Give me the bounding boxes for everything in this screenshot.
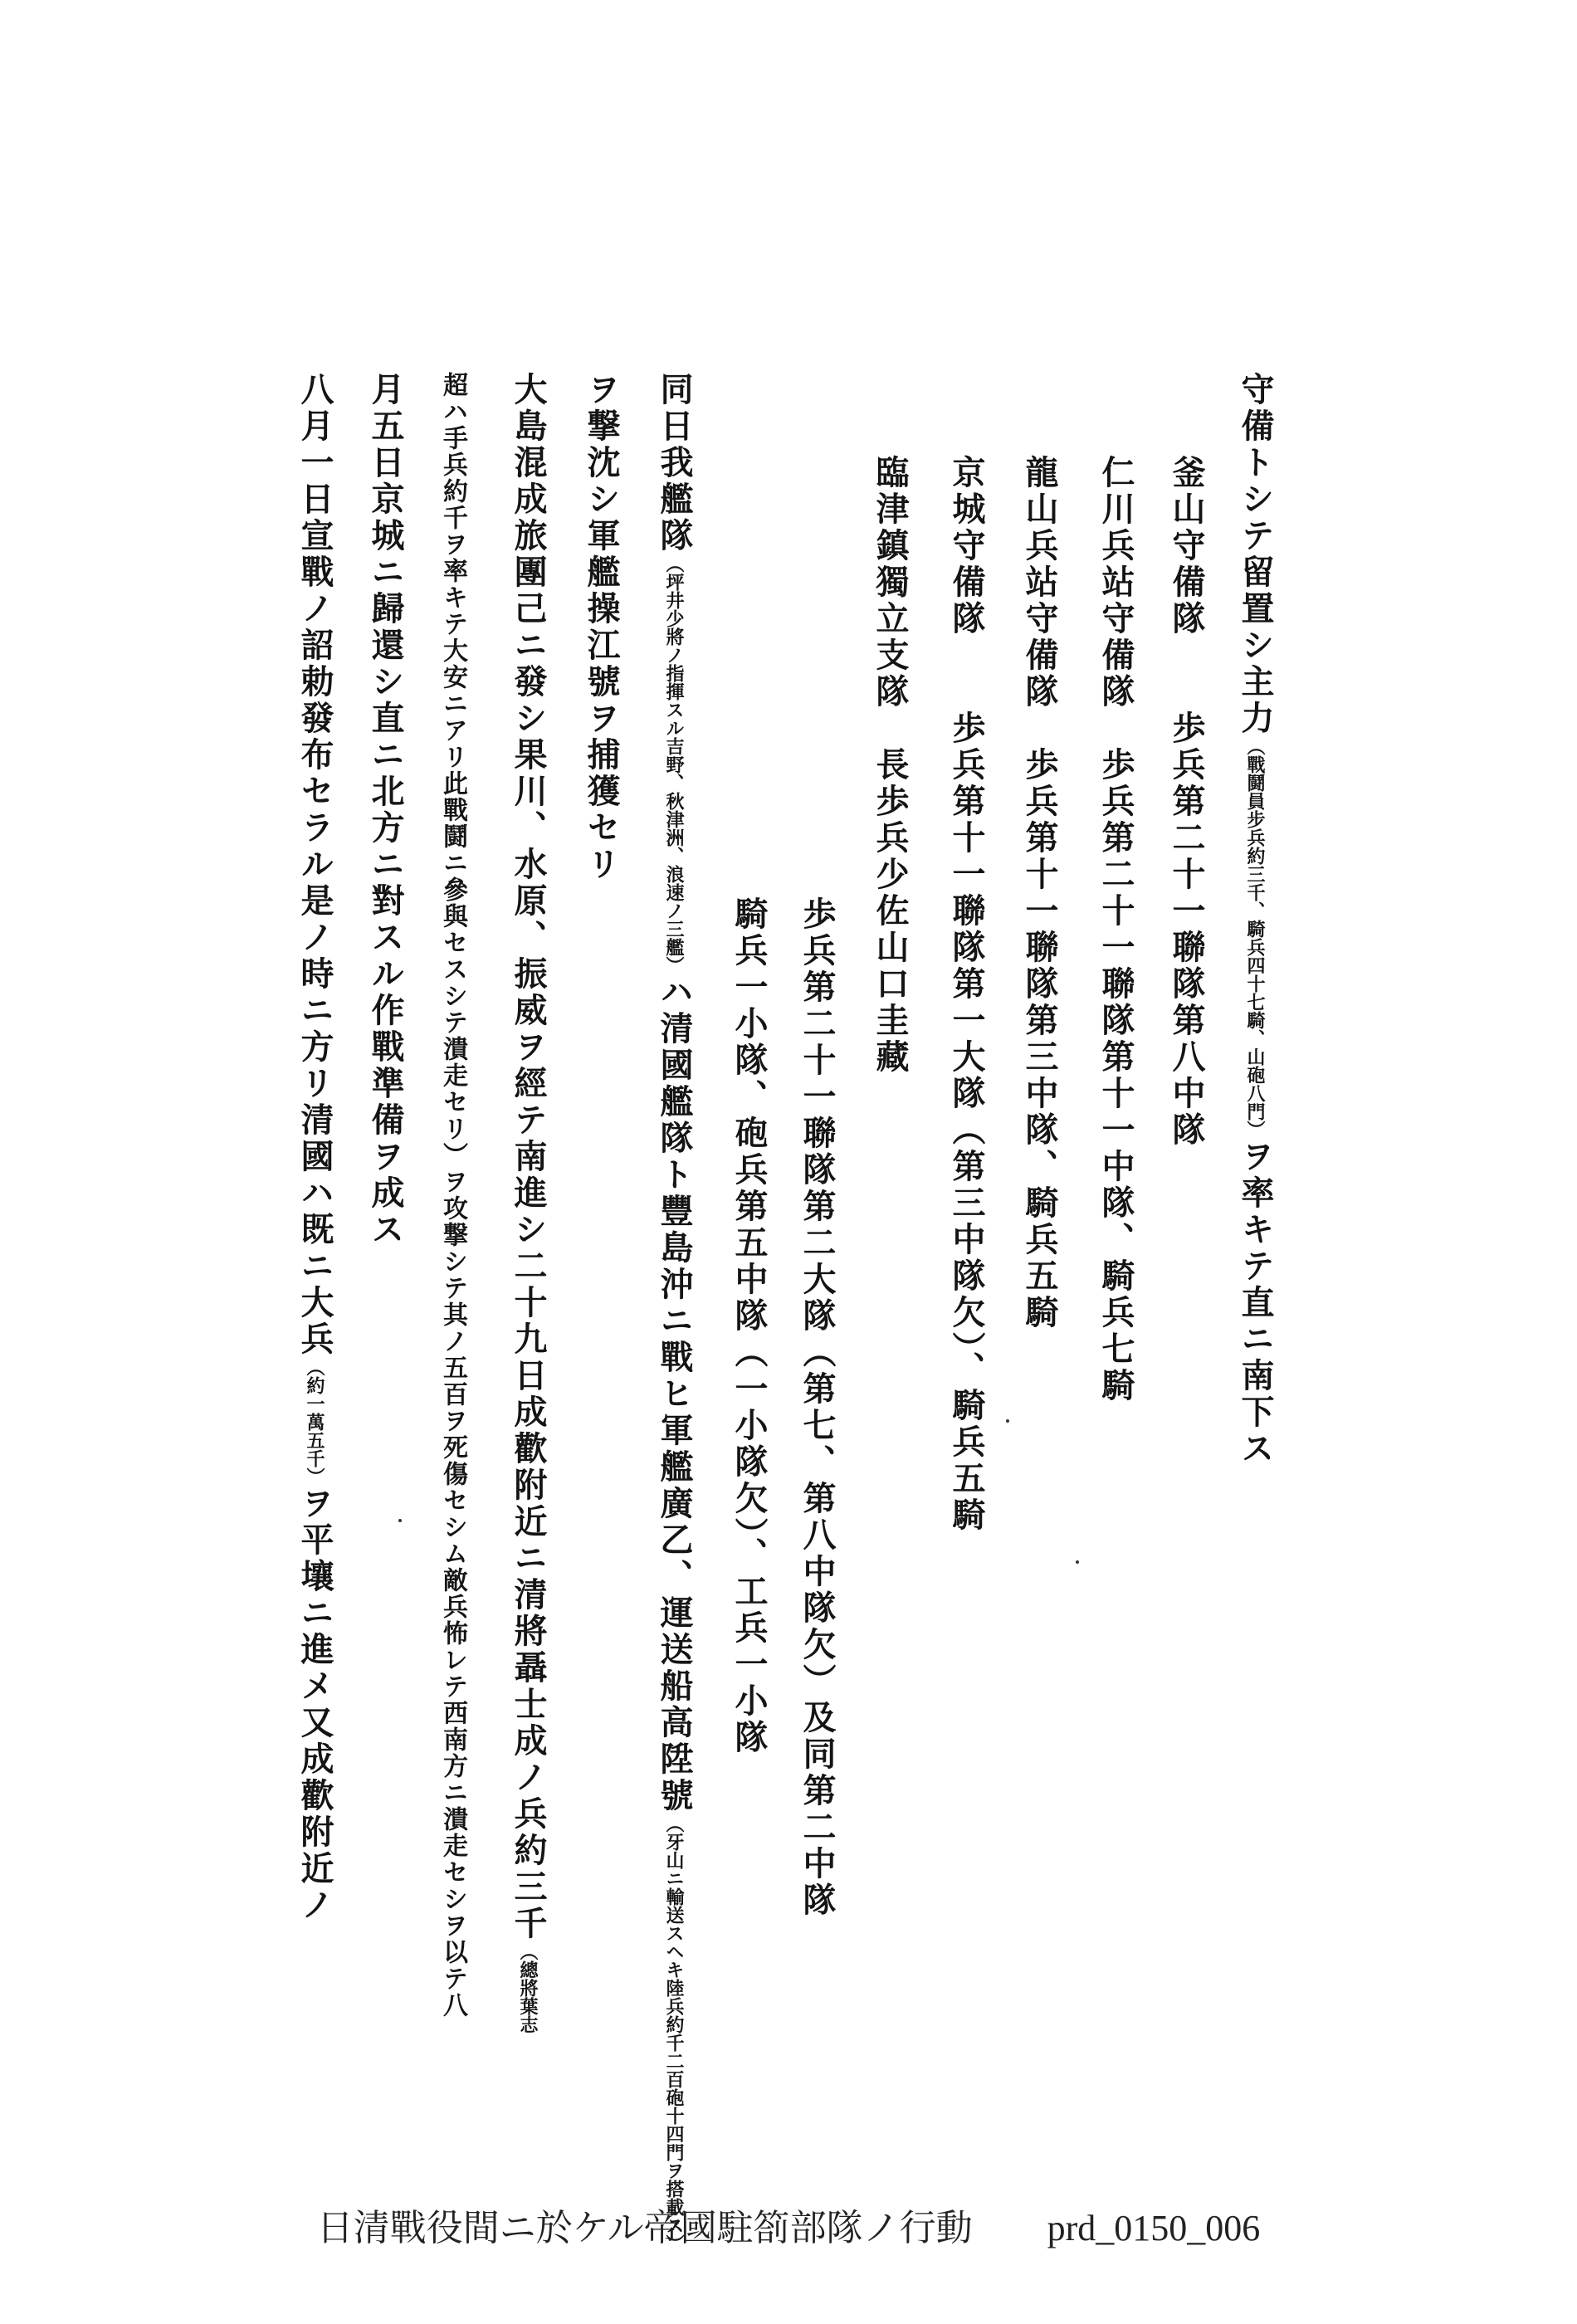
text-column-4 bbox=[1019, 455, 1059, 1331]
footer-title: 日清戰役間ニ於ケル帝國駐箚部隊ノ行動 bbox=[316, 2207, 973, 2249]
text-column-8 bbox=[729, 896, 769, 1756]
column-13-text: 月五日京城ニ歸還シ直ニ北方ニ對スル作戰準備ヲ成ス bbox=[366, 372, 405, 1248]
scan-speck bbox=[1006, 1419, 1009, 1423]
column-9-rest: ハ清國艦隊ト豐島沖ニ戰ヒ軍艦廣乙、運送船高陞號 bbox=[655, 974, 694, 1814]
text-column-11 bbox=[508, 372, 548, 2034]
column-14-rest: ヲ平壤ニ進メ又成歡附近ノ bbox=[295, 1486, 334, 1924]
column-10-text: ヲ撃沈シ軍艦操江號ヲ捕獲セリ bbox=[582, 372, 621, 883]
text-column-2 bbox=[1166, 455, 1206, 1149]
scan-speck bbox=[398, 1519, 402, 1522]
text-column-9 bbox=[654, 372, 694, 2253]
column-2-text: 釜山守備隊 歩兵第二十一聯隊第八中隊 bbox=[1167, 455, 1206, 1149]
text-column-5 bbox=[946, 455, 986, 1534]
column-7-text: 歩兵第二十一聯隊第二大隊（第七、第八中隊欠）及同第二中隊 bbox=[798, 896, 837, 1919]
text-column-14 bbox=[295, 372, 334, 1924]
column-5-text: 京城守備隊 歩兵第十一聯隊第一大隊（第三中隊欠）、騎兵五騎 bbox=[947, 455, 986, 1534]
text-column-12 bbox=[438, 372, 466, 2019]
column-8-text: 騎兵一小隊、砲兵第五中隊（一小隊欠）、工兵一小隊 bbox=[730, 896, 769, 1756]
text-column-6 bbox=[870, 455, 910, 1076]
text-column-7 bbox=[797, 896, 837, 1919]
text-column-13 bbox=[365, 372, 405, 1248]
column-11-text: 大島混成旅團己ニ發シ果川、水原、振威ヲ經テ南進シ二十九日成歡附近ニ清將聶士成ノ兵約三千 bbox=[509, 372, 548, 1942]
column-12-text: 超ハ手兵約千ヲ率キテ大安ニアリ此戰鬪ニ參與セスシテ潰走セリ）ヲ攻撃シテ其ノ五百ヲ死傷セシム敵兵怖レテ西南方ニ潰走セシヲ以テ八 bbox=[438, 372, 467, 2019]
column-6-text: 臨津鎮獨立支隊 長歩兵少佐山口圭藏 bbox=[871, 455, 910, 1076]
text-column-3 bbox=[1096, 455, 1135, 1404]
column-9-note2: （牙山ニ輸送スヘキ陸兵約千二百砲十四門ヲ搭載ス） bbox=[663, 1814, 685, 2253]
column-1-text: 守備トシテ留置シ主力 bbox=[1236, 372, 1275, 737]
column-4-text: 龍山兵站守備隊 歩兵第十一聯隊第三中隊、騎兵五騎 bbox=[1020, 455, 1059, 1331]
text-column-10 bbox=[581, 372, 621, 883]
scan-speck bbox=[1076, 1560, 1079, 1564]
column-1-note: （戰鬪員步兵約三千、騎兵四十七騎、山砲八門） bbox=[1244, 737, 1266, 1139]
column-9-text: 同日我艦隊 bbox=[655, 372, 694, 554]
column-14-text: 八月一日宣戰ノ詔勅發布セラル是ノ時ニ方リ清國ハ既ニ大兵 bbox=[295, 372, 334, 1358]
column-14-note: （約一萬五千） bbox=[304, 1358, 325, 1486]
text-column-1 bbox=[1235, 372, 1275, 1467]
footer-code: prd_0150_006 bbox=[1047, 2208, 1261, 2248]
column-11-note: （總將葉志 bbox=[517, 1942, 539, 2034]
column-1-rest: ヲ率キテ直ニ南下ス bbox=[1236, 1139, 1275, 1467]
column-3-text: 仁川兵站守備隊 歩兵第二十一聯隊第十一中隊、騎兵七騎 bbox=[1096, 455, 1135, 1404]
column-9-note: （坪井少將ノ指揮スル吉野、秋津洲、浪速ノ三艦） bbox=[663, 554, 685, 974]
page-footer bbox=[0, 2198, 1577, 2251]
